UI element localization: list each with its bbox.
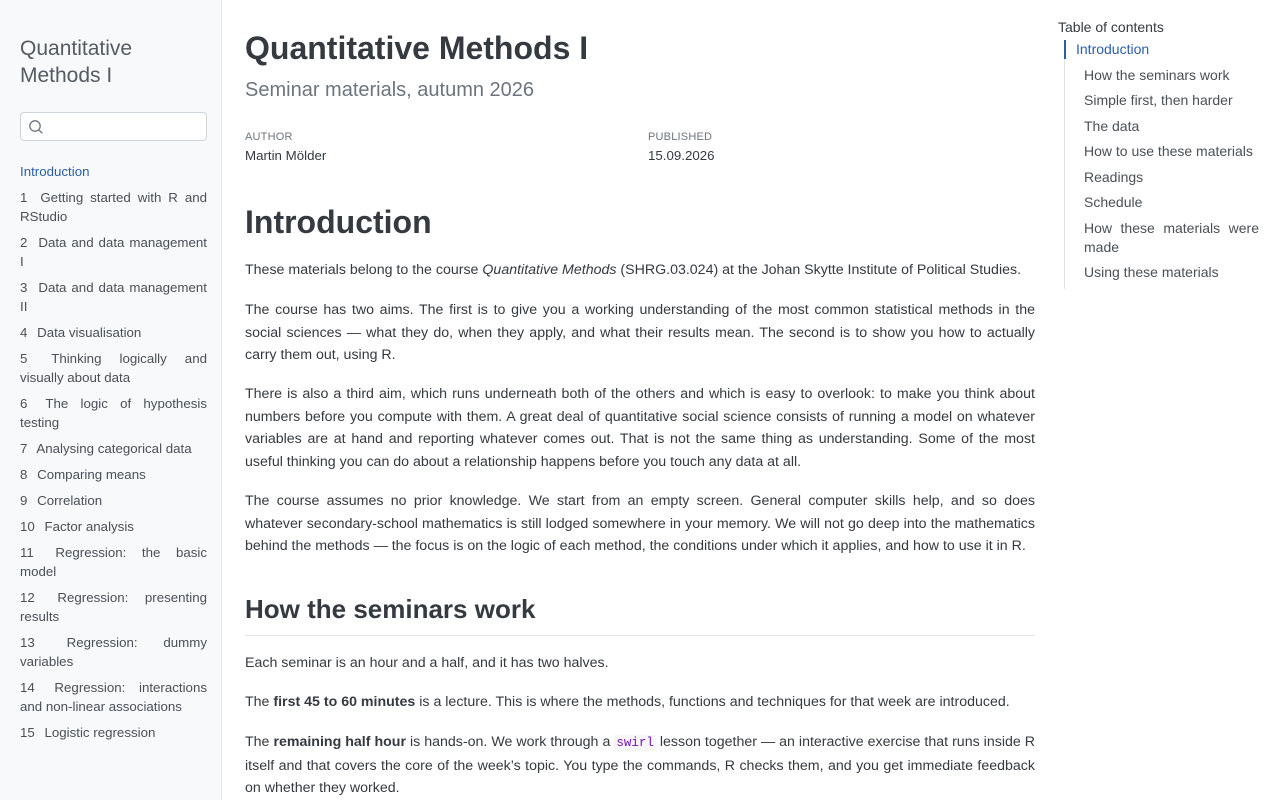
published-date: 15.09.2026 — [648, 148, 715, 163]
toc-item-how-the-seminars-work[interactable]: How the seminars work — [1084, 66, 1230, 83]
search-input[interactable] — [49, 116, 203, 139]
text: (SHRG.03.024) at the Johan Skytte Institute of Political Studies. — [616, 262, 1022, 278]
chapter-label: Comparing means — [37, 467, 146, 482]
text: lesson together — an interactive exercise that runs inside R itself and that covers the core of the week’s topic. You type the commands, R checks them, and you get immediate feedback on whether they worked. — [245, 734, 1035, 796]
chapter-label: Factor analysis — [44, 519, 134, 534]
sidebar-item-chapter-9[interactable] — [20, 491, 207, 510]
emphasis: remaining half hour — [273, 734, 406, 750]
chapter-number: 5 — [20, 351, 28, 366]
sidebar-item-chapter-11[interactable] — [20, 543, 207, 581]
chapter-label: Regression: the basic model — [20, 545, 207, 579]
chapter-number: 8 — [20, 467, 28, 482]
chapter-label: Getting started with R and RStudio — [20, 190, 208, 224]
sidebar-item-introduction[interactable] — [20, 162, 207, 181]
chapter-label: Data and data management I — [20, 235, 207, 269]
sidebar-item-chapter-14[interactable] — [20, 678, 207, 716]
toc-list — [1064, 40, 1259, 289]
author-name: Martin Mölder — [245, 148, 327, 163]
chapter-number: 14 — [20, 680, 35, 695]
chapter-label: Analysing categorical data — [36, 441, 192, 456]
text: is a lecture. This is where the methods, functions and techniques for that week are introduced. — [415, 694, 1010, 710]
sidebar-item-chapter-7[interactable] — [20, 439, 207, 458]
chapter-label: Data visualisation — [37, 325, 142, 340]
site-title[interactable]: Quantitative Methods I — [20, 37, 133, 87]
emphasis: first 45 to 60 minutes — [273, 694, 416, 710]
chapter-number: 13 — [20, 635, 35, 650]
chapter-label: Logistic regression — [44, 725, 156, 740]
toc-item-the-data[interactable]: The data — [1084, 117, 1140, 134]
text: The — [245, 734, 274, 750]
sidebar-item-chapter-10[interactable] — [20, 517, 207, 536]
page-title: Quantitative Methods I — [245, 30, 589, 66]
chapter-number: 2 — [20, 235, 28, 250]
sidebar-item-chapter-2[interactable] — [20, 233, 207, 271]
sidebar-item-chapter-1[interactable] — [20, 188, 207, 226]
chapter-label: Correlation — [37, 493, 103, 508]
table-of-contents — [1058, 16, 1259, 280]
author-label: AUTHOR — [245, 131, 293, 143]
sidebar-item-chapter-3[interactable] — [20, 278, 207, 316]
chapter-label: Thinking logically and visually about data — [20, 351, 207, 385]
sidebar-item-chapter-5[interactable] — [20, 349, 207, 387]
page-subtitle: Seminar materials, autumn 2026 — [245, 79, 535, 101]
text: These materials belong to the course — [245, 262, 483, 278]
sidebar-item-chapter-12[interactable] — [20, 588, 207, 626]
search-icon — [28, 119, 44, 135]
section-heading-introduction: Introduction — [245, 204, 432, 240]
chapter-number: 10 — [20, 519, 35, 534]
chapter-number: 12 — [20, 590, 35, 605]
chapter-number: 4 — [20, 325, 28, 340]
seminars-paragraph-3 — [245, 731, 1035, 800]
toc-item-how-to-use[interactable]: How to use these materials — [1084, 143, 1253, 159]
text: is hands-on. We work through a — [406, 734, 615, 750]
section-divider — [245, 635, 1035, 636]
chapter-label: Regression: presenting results — [20, 590, 207, 624]
chapter-label: Regression: dummy variables — [20, 635, 207, 669]
chapter-list — [20, 162, 207, 749]
chapter-label: Regression: interactions and non-linear associations — [20, 680, 207, 714]
toc-item-introduction[interactable]: Introduction — [1064, 40, 1259, 59]
chapter-number: 1 — [20, 190, 28, 205]
text: The — [245, 694, 274, 710]
chapter-label: Data and data management II — [20, 280, 207, 314]
section-heading-seminars: How the seminars work — [245, 594, 536, 624]
intro-paragraph-2: The course has two aims. The first is to give you a working understanding of the most common statistical methods in the social sciences — what they do, when they apply, and what their results mean. The second is to show you how to actually carry them out, using R. — [245, 302, 1035, 363]
chapter-number: 9 — [20, 493, 28, 508]
sidebar-item-chapter-15[interactable] — [20, 723, 207, 742]
intro-paragraph-1 — [245, 259, 1035, 282]
chapter-number: 7 — [20, 441, 28, 456]
sidebar-item-chapter-13[interactable] — [20, 633, 207, 671]
chapter-number: 11 — [20, 545, 34, 560]
toc-item-how-made[interactable]: How these materials were made — [1084, 219, 1259, 255]
toc-item-simple-first[interactable]: Simple first, then harder — [1084, 92, 1233, 108]
chapter-label: The logic of hypothesis testing — [20, 396, 207, 430]
sidebar — [0, 0, 222, 800]
chapter-number: 6 — [20, 396, 28, 411]
sidebar-item-chapter-8[interactable] — [20, 465, 207, 484]
intro-paragraph-3: There is also a third aim, which runs underneath both of the others and which is easy to overlook: to make you think about numbers before you compute with them. A great deal of quantitative social science consists of running a model on whatever variables are at hand and reporting whatever comes out. That is not the same thing as understanding. Some of the most useful thinking you can do about a relationship happens before you touch any data at all. — [245, 386, 1035, 470]
chapter-label: Introduction — [20, 164, 90, 179]
toc-heading: Table of contents — [1058, 19, 1164, 35]
published-label: PUBLISHED — [648, 131, 713, 143]
sidebar-item-chapter-4[interactable] — [20, 323, 207, 342]
toc-item-schedule[interactable]: Schedule — [1084, 194, 1143, 210]
toc-item-readings[interactable]: Readings — [1084, 168, 1144, 185]
seminars-paragraph-1: Each seminar is an hour and a half, and it has two halves. — [245, 655, 609, 671]
course-name: Quantitative Methods — [482, 262, 617, 278]
inline-code: swirl — [616, 736, 654, 750]
intro-paragraph-4: The course assumes no prior knowledge. We start from an empty screen. General computer skills help, and so does whatever secondary-school mathematics is still lodged somewhere in your memory. We will not go deep into the mathematics behind the methods — the focus is on the logic of each method, the conditions under which it applies, and how to use it in R. — [245, 493, 1035, 554]
chapter-number: 3 — [20, 280, 28, 295]
toc-item-using-materials[interactable]: Using these materials — [1084, 264, 1219, 280]
chapter-number: 15 — [20, 725, 35, 740]
seminars-paragraph-2 — [245, 691, 1035, 714]
sidebar-item-chapter-6[interactable] — [20, 394, 207, 432]
search-box[interactable] — [20, 112, 207, 141]
